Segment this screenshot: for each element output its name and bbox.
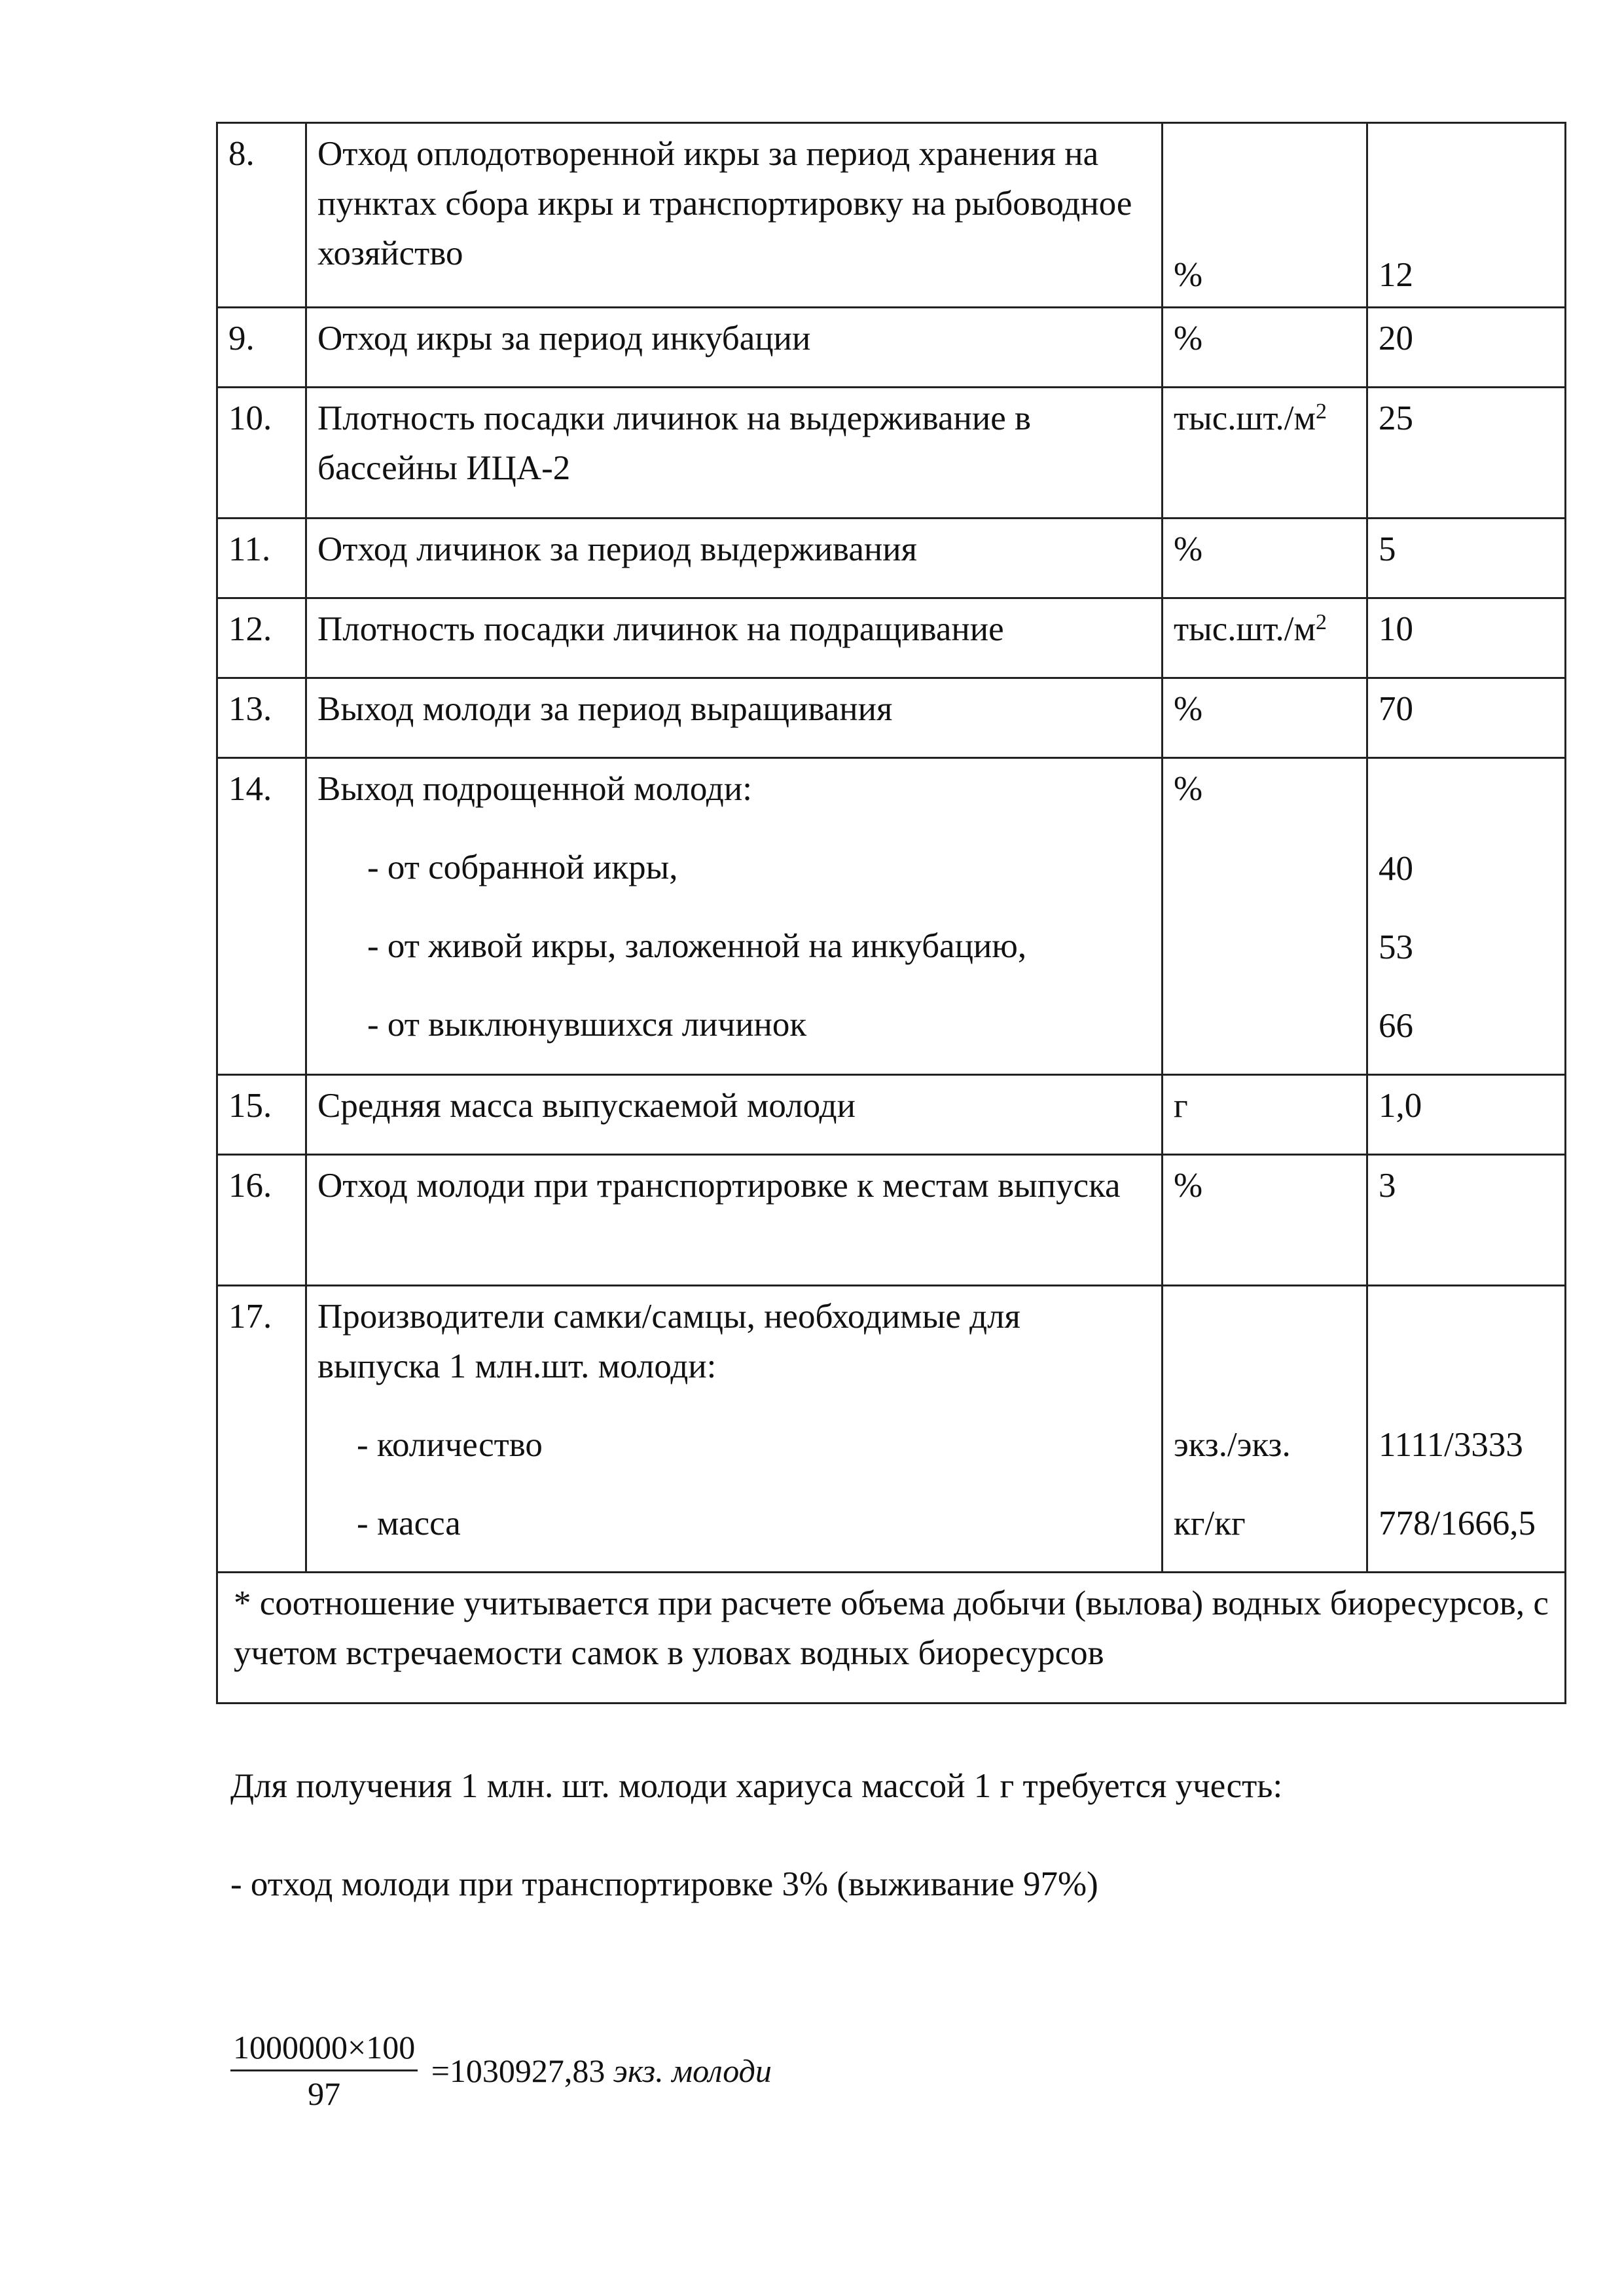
sub-item-label: - от живой икры, заложенной на инкубацию, <box>367 927 1027 965</box>
sub-item-value: 40 <box>1379 850 1413 888</box>
table-row <box>217 123 1566 308</box>
sub-item-unit: экз./экз. <box>1174 1426 1291 1464</box>
row-number: 17. <box>217 1286 306 1573</box>
row-value: 12 <box>1367 123 1566 308</box>
table-note-row <box>217 1573 1566 1704</box>
table-row <box>217 598 1566 678</box>
table-row <box>217 1075 1566 1155</box>
row-unit: г <box>1163 1075 1367 1155</box>
table-row <box>217 678 1566 758</box>
row-number: 8. <box>217 123 306 308</box>
row-unit: % <box>1163 1155 1367 1286</box>
row-parameter: Плотность посадки личинок на выдерживание в бассейны ИЦА-2 <box>306 388 1163 519</box>
row-number: 15. <box>217 1075 306 1155</box>
formula-result: =1030927,83 экз. молоди <box>431 2052 772 2089</box>
table-row <box>217 519 1566 598</box>
row-unit: % <box>1163 308 1367 388</box>
sub-item-value: 66 <box>1379 1007 1413 1045</box>
row-value <box>1367 1286 1566 1573</box>
sub-item-value: 53 <box>1379 928 1413 966</box>
row-parameter: Выход молоди за период выращивания <box>306 678 1163 758</box>
row-value: 5 <box>1367 519 1566 598</box>
row-number: 9. <box>217 308 306 388</box>
row-value: 1,0 <box>1367 1075 1566 1155</box>
row-value: 10 <box>1367 598 1566 678</box>
row-number: 16. <box>217 1155 306 1286</box>
row-unit: $тыс.шт./м^2$ <box>1163 598 1367 678</box>
row-value <box>1367 758 1566 1075</box>
table-footnote: * соотношение учитывается при расчете объема добычи (вылова) водных биоресурсов, с учетом встречаемости самок в уловах водных биоресурсов <box>217 1573 1566 1704</box>
sub-item-label: - от выклюнувшихся личинок <box>367 1006 807 1044</box>
table-row <box>217 1286 1566 1573</box>
row-unit: % <box>1163 123 1367 308</box>
table-row <box>217 1155 1566 1286</box>
table-row <box>217 758 1566 1075</box>
fraction <box>230 2026 418 2115</box>
row-parameter: Плотность посадки личинок на подращивание <box>306 598 1163 678</box>
fraction-numerator: 1000000×100 <box>230 2026 418 2071</box>
parameters-table <box>216 122 1566 1704</box>
row-number: 10. <box>217 388 306 519</box>
row-unit <box>1163 1286 1367 1573</box>
sub-item-value: 778/1666,5 <box>1379 1504 1536 1542</box>
row-value: 25 <box>1367 388 1566 519</box>
row-value: 20 <box>1367 308 1566 388</box>
row-parameter: Отход личинок за период выдерживания <box>306 519 1163 598</box>
sub-item-label: - масса <box>357 1504 461 1542</box>
row-parameter: Отход оплодотворенной икры за период хранения на пунктах сбора икры и транспортировку на рыбоводное хозяйство <box>306 123 1163 308</box>
row-value: 3 <box>1367 1155 1566 1286</box>
sub-item-value: 1111/3333 <box>1379 1426 1523 1464</box>
row-number: 13. <box>217 678 306 758</box>
row-parameter: Выход подрощенной молоди: - от собранной икры, - от живой икры, заложенной на инкубацию, - от выклюнувшихся личинок <box>306 758 1163 1075</box>
table-row <box>217 308 1566 388</box>
row-parameter: Средняя масса выпускаемой молоди <box>306 1075 1163 1155</box>
row-parameter: Производители самки/самцы, необходимые для выпуска 1 млн.шт. молоди: - количество - масса <box>306 1286 1163 1573</box>
sub-item-label: - количество <box>357 1426 543 1464</box>
row-number: 12. <box>217 598 306 678</box>
body-paragraph: Для получения 1 млн. шт. молоди хариуса массой 1 г требуется учесть: <box>230 1767 1283 1805</box>
body-paragraph: - отход молоди при транспортировке 3% (выживание 97%) <box>230 1865 1098 1903</box>
row-value: 70 <box>1367 678 1566 758</box>
table-row <box>217 388 1566 519</box>
sub-item-label: - от собранной икры, <box>367 848 678 886</box>
row-number: 11. <box>217 519 306 598</box>
row-number: 14. <box>217 758 306 1075</box>
fraction-denominator: 97 <box>308 2075 341 2112</box>
row-unit: $тыс.шт./м^2$ <box>1163 388 1367 519</box>
formula-unit: экз. молоди <box>613 2052 772 2089</box>
row-unit: % <box>1163 519 1367 598</box>
calculation-formula <box>230 2026 772 2115</box>
sub-item-unit: кг/кг <box>1174 1504 1246 1542</box>
row-parameter: Отход икры за период инкубации <box>306 308 1163 388</box>
row-parameter: Отход молоди при транспортировке к местам выпуска <box>306 1155 1163 1286</box>
row-unit: % <box>1163 678 1367 758</box>
row-unit: % <box>1163 758 1367 1075</box>
